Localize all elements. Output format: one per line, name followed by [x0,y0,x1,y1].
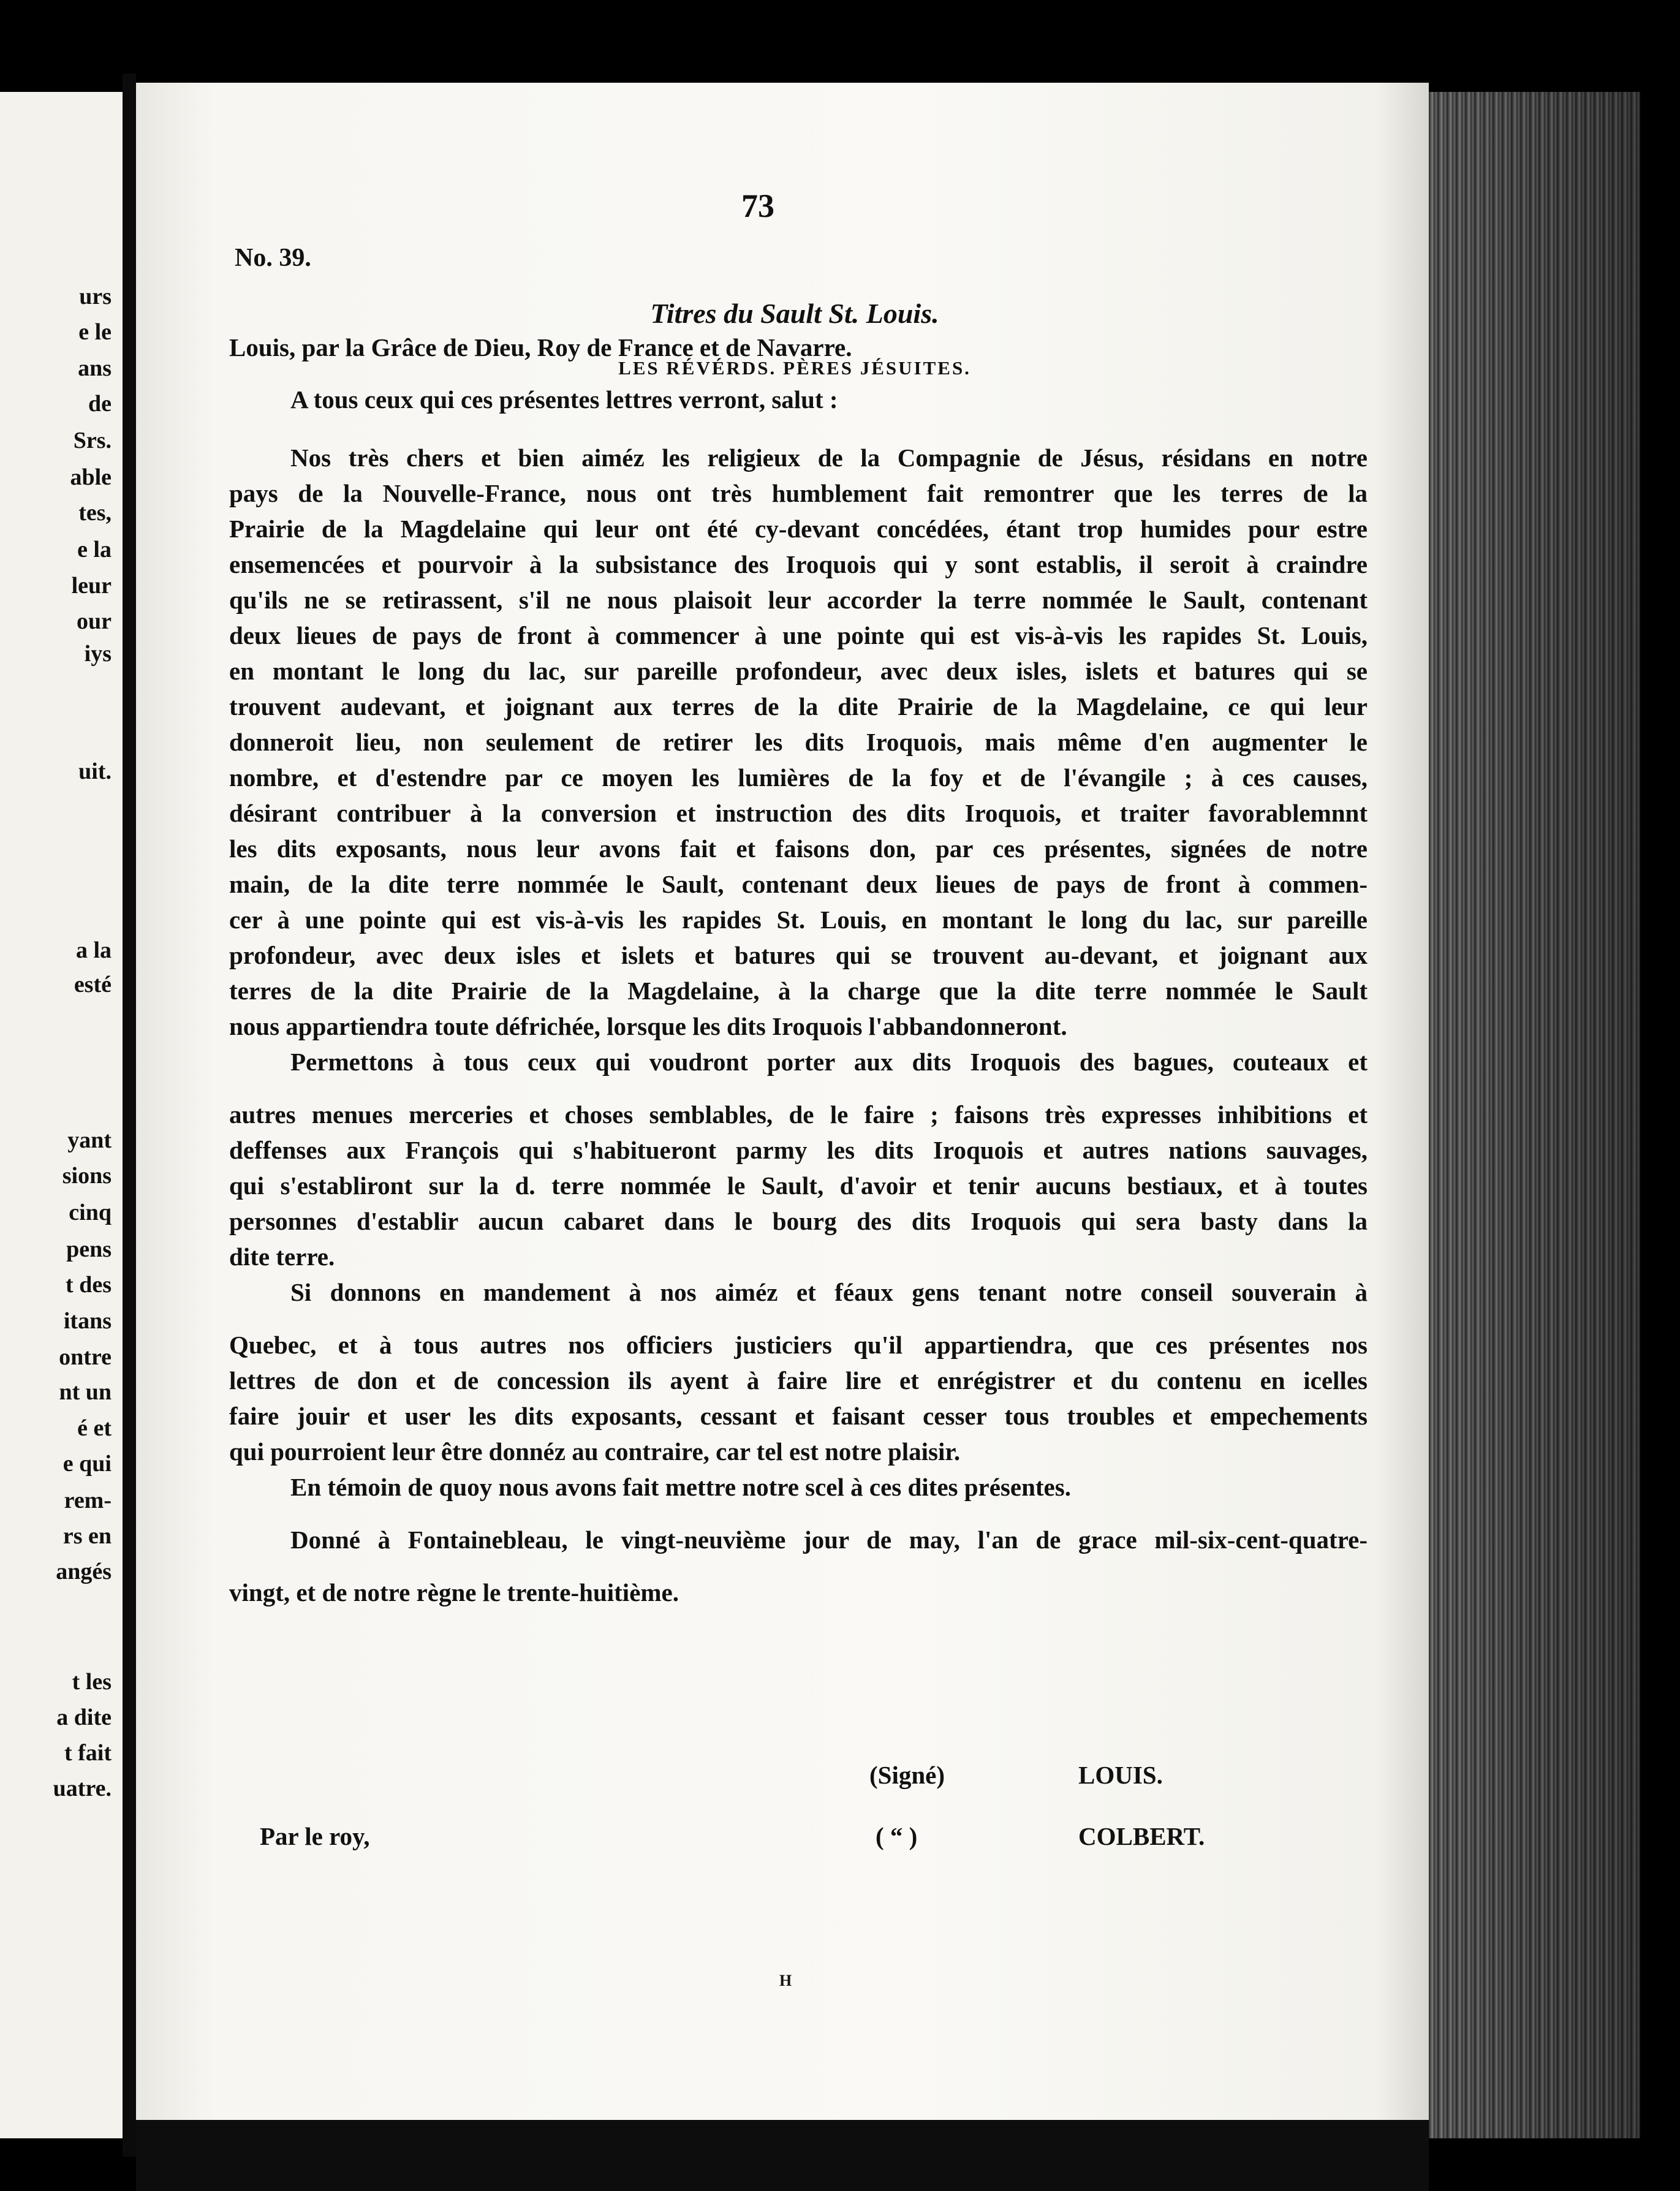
left-page-fragment: e la [77,537,112,562]
body-line: A tous ceux qui ces présentes lettres verront, salut : [290,385,838,414]
body-line: dite terre. [229,1243,335,1271]
body-line: ensemencées et pourvoir à la subsistance des Iroquois qui y sont establis, il seroit à craindre [229,550,1368,578]
body-line: lettres de don et de concession ils ayent à faire lire et enrégistrer et du contenu en icelles [229,1366,1368,1394]
body-line: nombre, et d'estendre par ce moyen les lumières de la foy et de l'évangile ; à ces causes, [229,763,1368,792]
left-page-fragment: rs en [62,1523,112,1549]
left-page-fragment: rem- [64,1488,112,1513]
left-page-fragment: Srs. [73,428,112,453]
body-line: faire jouir et user les dits exposants, cessant et faisant cesser tous troubles et empechements [229,1402,1368,1430]
body-line: qu'ils ne se retirassent, s'il ne nous plaisoit leur accorder la terre nommée le Sault, contenant [229,586,1368,614]
body-line: nous appartiendra toute défrichée, lorsque les dits Iroquois l'abbandonneront. [229,1012,1067,1040]
body-line: Quebec, et à tous autres nos officiers justiciers qu'il appartiendra, que ces présentes nos [229,1331,1368,1359]
body-line: vingt, et de notre règne le trente-huitième. [229,1578,679,1606]
left-page-fragment: uatre. [53,1776,112,1801]
document-subtitle: Titres du Sault St. Louis. [650,298,939,329]
left-page-fragment: ans [78,355,112,381]
body-line: donneroit lieu, non seulement de retirer les dits Iroquois, mais même d'en augmenter le [229,728,1368,756]
body-line: désirant contribuer à la conversion et instruction des dits Iroquois, et traiter favorablemnnt [229,799,1368,827]
left-page-fragment: leur [71,573,112,599]
body-line: en montant le long du lac, sur pareille profondeur, avec deux isles, islets et batures qui se [229,657,1368,685]
left-page-fragment: sions [62,1163,112,1189]
body-line: main, de la dite terre nommée le Sault, contenant deux lieues de pays de front à commen- [229,870,1368,898]
left-page-fragment: uit. [78,759,112,784]
book-page-edges [1429,92,1640,2138]
body-line: profondeur, avec deux isles et islets et batures qui se trouvent au-devant, et joignant aux [229,941,1368,969]
left-page-fragment: a la [75,937,112,963]
par-le-roy: Par le roy, [260,1822,370,1850]
left-page-fragment: cinq [69,1200,112,1225]
left-page-fragment: iys [84,641,112,667]
left-page-fragment: t fait [64,1740,112,1766]
ditto-name: COLBERT. [1078,1822,1205,1850]
left-page-fragment: pens [66,1236,112,1262]
body-line: cer à une pointe qui est vis-à-vis les rapides St. Louis, en montant le long du lac, sur pareille [229,906,1368,934]
left-page-fragment: itans [63,1308,112,1334]
body-line: Permettons à tous ceux qui voudront porter aux dits Iroquois des bagues, couteaux et [290,1048,1368,1076]
body-line: Donné à Fontainebleau, le vingt-neuvième jour de may, l'an de grace mil-six-cent-quatre- [290,1526,1368,1554]
body-line: En témoin de quoy nous avons fait mettre notre scel à ces dites présentes. [290,1473,1071,1501]
body-line: pays de la Nouvelle-France, nous ont très humblement fait remontrer que les terres de la [229,479,1368,507]
body-line: trouvent audevant, et joignant aux terres de la dite Prairie de la Magdelaine, ce qui leur [229,692,1368,721]
body-line: Nos très chers et bien aiméz les religieux de la Compagnie de Jésus, résidans en notre [290,444,1368,472]
document-page [136,83,1429,2120]
ditto-mark: ( “ ) [876,1822,918,1850]
left-page-fragment: a dite [56,1705,112,1730]
body-line: Si donnons en mandement à nos aiméz et féaux gens tenant notre conseil souverain à [290,1278,1368,1306]
left-page-fragment: tes, [78,500,112,526]
left-page-fragment: angés [56,1559,112,1584]
left-page-fragment: our [77,608,112,634]
left-page-fragment: esté [74,972,112,997]
book-gutter [123,74,136,2157]
body-line: les dits exposants, nous leur avons fait et faisons don, par ces présentes, signées de notre [229,834,1368,863]
signe-label: (Signé) [869,1761,945,1789]
body-line: qui pourroient leur être donnéz au contraire, car tel est notre plaisir. [229,1437,961,1466]
signature-mark: H [779,1972,792,1989]
document-heading: LES RÉVÉRDS. PÈRES JÉSUITES. [618,357,971,379]
page-number: 73 [741,187,774,224]
left-page-fragment: e qui [62,1451,112,1477]
body-line: Prairie de la Magdelaine qui leur ont été cy-devant concédées, étant trop humides pour estre [229,515,1368,543]
previous-page-fragment [0,92,123,2138]
bottom-shadow [136,2120,1429,2191]
left-page-fragment: de [88,391,112,417]
document-number: No. 39. [235,244,311,272]
body-line: Louis, par la Grâce de Dieu, Roy de France et de Navarre. [229,333,852,361]
left-page-fragment: able [70,464,112,490]
left-page-fragment: nt un [59,1379,112,1405]
left-page-fragment: t des [66,1272,112,1298]
left-page-fragment: e le [78,319,112,345]
left-page-fragment: é et [77,1415,112,1441]
body-line: terres de la dite Prairie de la Magdelaine, à la charge que la dite terre nommée le Sault [229,977,1368,1005]
left-page-fragment: t les [72,1669,112,1695]
body-line: qui s'establiront sur la d. terre nommée le Sault, d'avoir et tenir aucuns bestiaux, et à toutes [229,1171,1368,1200]
body-line: deffenses aux François qui s'habitueront parmy les dits Iroquois et autres nations sauvages, [229,1136,1368,1164]
left-page-fragment: yant [67,1127,112,1153]
body-line: deux lieues de pays de front à commencer à une pointe qui est vis-à-vis les rapides St. Louis, [229,621,1368,649]
body-line: personnes d'establir aucun cabaret dans le bourg des dits Iroquois qui sera basty dans la [229,1207,1368,1235]
body-line: autres menues merceries et choses semblables, de le faire ; faisons très expresses inhibitions et [229,1100,1368,1129]
left-page-fragment: ontre [59,1344,112,1370]
signe-name: LOUIS. [1078,1761,1163,1789]
left-page-fragment: urs [79,284,112,309]
